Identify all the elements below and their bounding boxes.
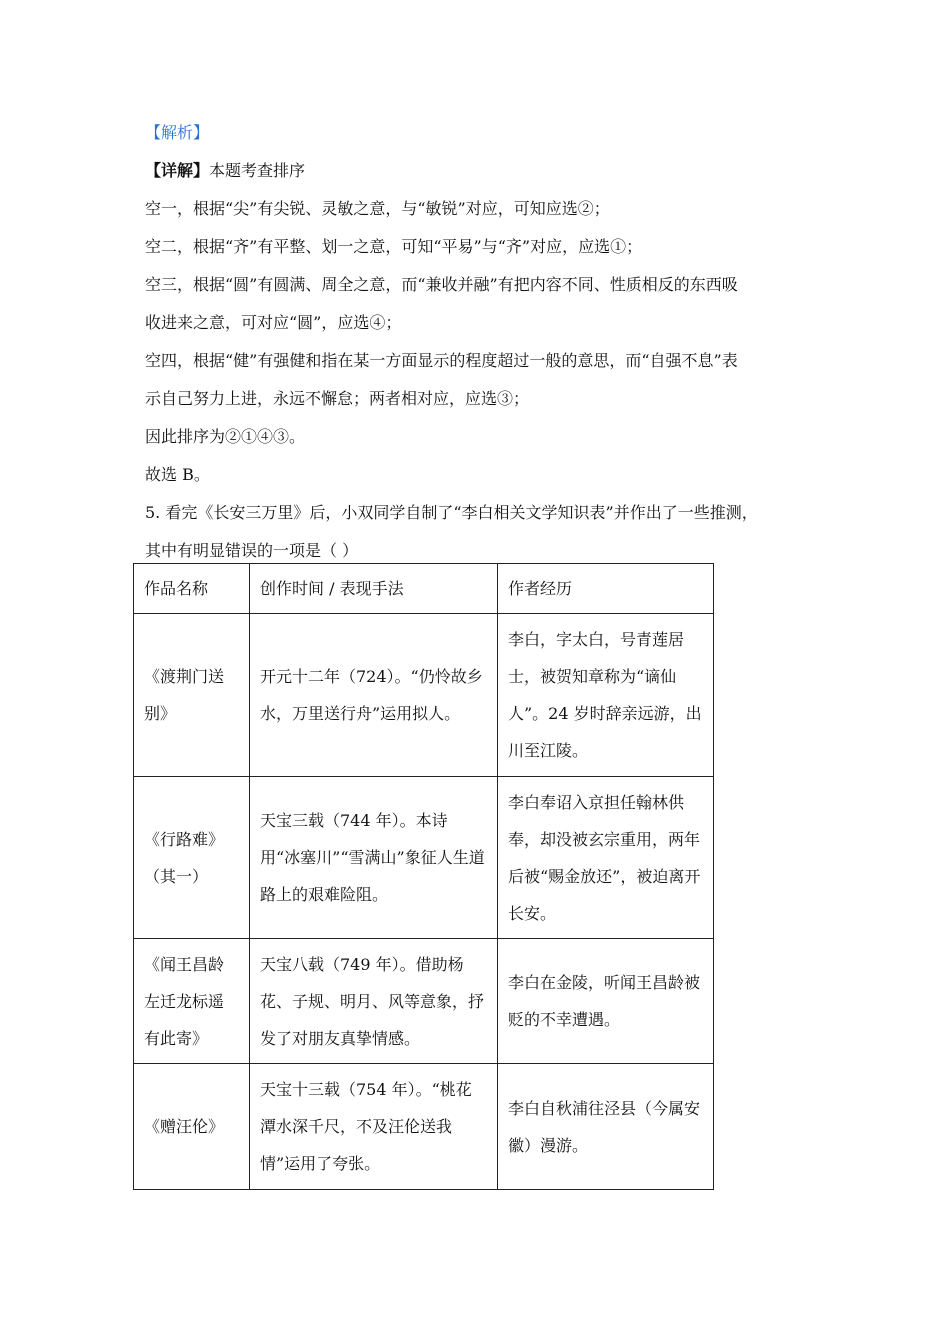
analysis-line: 示自己努力上进，永远不懈怠；两者相对应，应选③； (145, 389, 530, 408)
document-page (145, 118, 815, 572)
author-bio-cell: 李白在金陵，听闻王昌龄被贬的不幸遭遇。 (498, 939, 714, 1064)
table-row (134, 614, 714, 777)
time-technique-cell: 天宝三载（744 年）。本诗用“冰塞川”“雪满山”象征人生道路上的艰难险阻。 (250, 777, 498, 939)
work-name-cell: 《行路难》（其一） (134, 777, 250, 939)
work-name-cell: 《赠汪伦》 (134, 1064, 250, 1190)
time-technique-cell: 天宝十三载（754 年）。“桃花潭水深千尺，不及汪伦送我情”运用了夸张。 (250, 1064, 498, 1190)
table-row (134, 1064, 714, 1190)
table-header-row (134, 564, 714, 614)
table-header-cell: 作品名称 (134, 564, 250, 614)
detail-line (145, 156, 815, 194)
analysis-line: 空四，根据“健”有强健和指在某一方面显示的程度超过一般的意思，而“自强不息”表 (145, 351, 738, 370)
analysis-line: 因此排序为②①④③。 (145, 427, 306, 446)
detail-text: 本题考查排序 (209, 161, 306, 180)
analysis-line: 空一，根据“尖”有尖锐、灵敏之意，与“敏锐”对应，可知应选②； (145, 199, 610, 218)
table-header-cell: 作者经历 (498, 564, 714, 614)
table-header-cell: 创作时间 / 表现手法 (250, 564, 498, 614)
question-line: 5. 看完《长安三万里》后，小双同学自制了“李白相关文学知识表”并作出了一些推测， (145, 503, 758, 522)
table-row (134, 939, 714, 1064)
work-name-cell: 《闻王昌龄左迁龙标遥有此寄》 (134, 939, 250, 1064)
analysis-line: 空二，根据“齐”有平整、划一之意，可知“平易”与“齐”对应，应选①； (145, 237, 643, 256)
analysis-line: 空三，根据“圆”有圆满、周全之意，而“兼收并融”有把内容不同、性质相反的东西吸 (145, 275, 738, 294)
knowledge-table (133, 563, 714, 1190)
analysis-heading: 【解析】 (145, 123, 210, 142)
time-technique-cell: 开元十二年（724）。“仍怜故乡水，万里送行舟”运用拟人。 (250, 614, 498, 777)
author-bio-cell: 李白自秋浦往泾县（今属安徽）漫游。 (498, 1064, 714, 1190)
analysis-line: 收进来之意，可对应“圆”，应选④； (145, 313, 402, 332)
table-row (134, 777, 714, 939)
work-name-cell: 《渡荆门送别》 (134, 614, 250, 777)
author-bio-cell: 李白，字太白，号青莲居士，被贺知章称为“谪仙人”。24 岁时辞亲远游，出川至江陵。 (498, 614, 714, 777)
detail-label: 【详解】 (145, 161, 210, 180)
question-line: 其中有明显错误的一项是（ ） (145, 541, 359, 560)
analysis-line: 故选 B。 (145, 465, 210, 484)
time-technique-cell: 天宝八载（749 年）。借助杨花、子规、明月、风等意象，抒发了对朋友真挚情感。 (250, 939, 498, 1064)
author-bio-cell: 李白奉诏入京担任翰林供奉，却没被玄宗重用，两年后被“赐金放还”，被迫离开长安。 (498, 777, 714, 939)
